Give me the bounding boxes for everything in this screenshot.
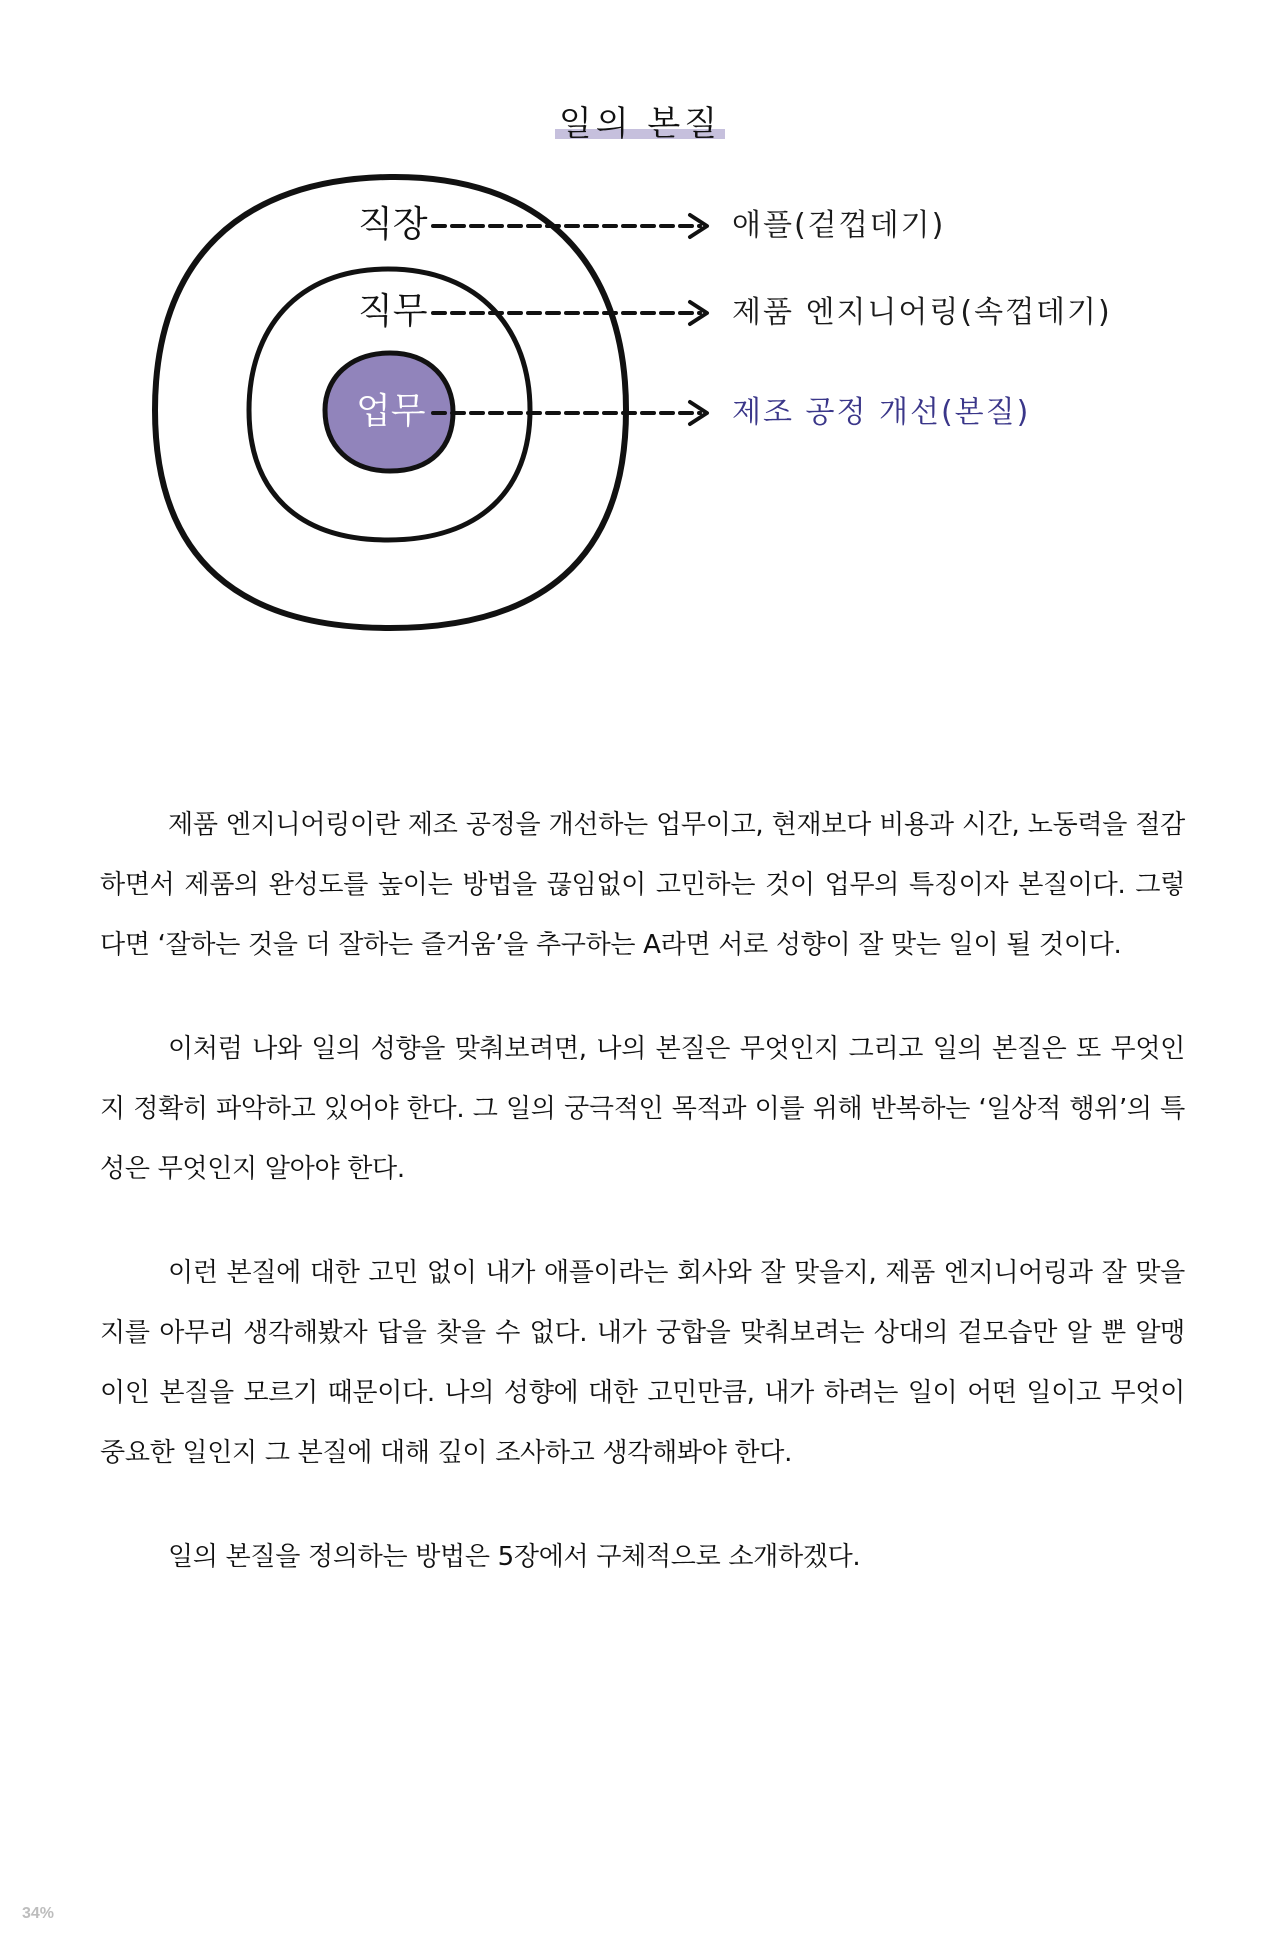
target-label-workplace: 애플(겉껍데기) (732, 208, 946, 243)
ring-label-workplace: 직장 (358, 204, 428, 245)
ring-label-task: 업무 (356, 391, 426, 432)
paragraph: 이런 본질에 대한 고민 없이 내가 애플이라는 회사와 잘 맞을지, 제품 엔지니어링과 잘 맞을지를 아무리 생각해봤자 답을 찾을 수 없다. 내가 궁합을 맞춰보려는 상대의 겉모습만 알 뿐 알맹이인 본질을 모르기 때문이다. 나의 성향에 대한 고민만큼, 내가 하려는 일이 어떤 일이고 무엇이 중요한 일인지 그 본질에 대해 깊이 조사하고 생각해봐야 한다. (100, 1258, 1185, 1468)
paragraph: 일의 본질을 정의하는 방법은 5장에서 구체적으로 소개하겠다. (168, 1542, 861, 1572)
target-label-task: 제조 공정 개선(본질) (732, 395, 1031, 430)
diagram-title-text: 일의 본질 (555, 104, 725, 144)
target-label-role: 제품 엔지니어링(속껍데기) (732, 295, 1112, 330)
ring-label-role: 직무 (358, 291, 428, 332)
paragraph: 이처럼 나와 일의 성향을 맞춰보려면, 나의 본질은 무엇인지 그리고 일의 본질은 또 무엇인지 정확히 파악하고 있어야 한다. 그 일의 궁극적인 목적과 이를 위해 반복하는 ‘일상적 행위’의 특성은 무엇인지 알아야 한다. (100, 1034, 1185, 1184)
concentric-rings-graphic (0, 0, 1280, 700)
paragraph: 제품 엔지니어링이란 제조 공정을 개선하는 업무이고, 현재보다 비용과 시간, 노동력을 절감하면서 제품의 완성도를 높이는 방법을 끊임없이 고민하는 것이 업무의 특징이자 본질이다. 그렇다면 ‘잘하는 것을 더 잘하는 즐거움’을 추구하는 A라면 서로 성향이 잘 맞는 일이 될 것이다. (100, 810, 1185, 960)
reading-progress: 34% (22, 1905, 55, 1922)
body-text (100, 795, 1185, 1631)
essence-diagram (0, 0, 1280, 700)
